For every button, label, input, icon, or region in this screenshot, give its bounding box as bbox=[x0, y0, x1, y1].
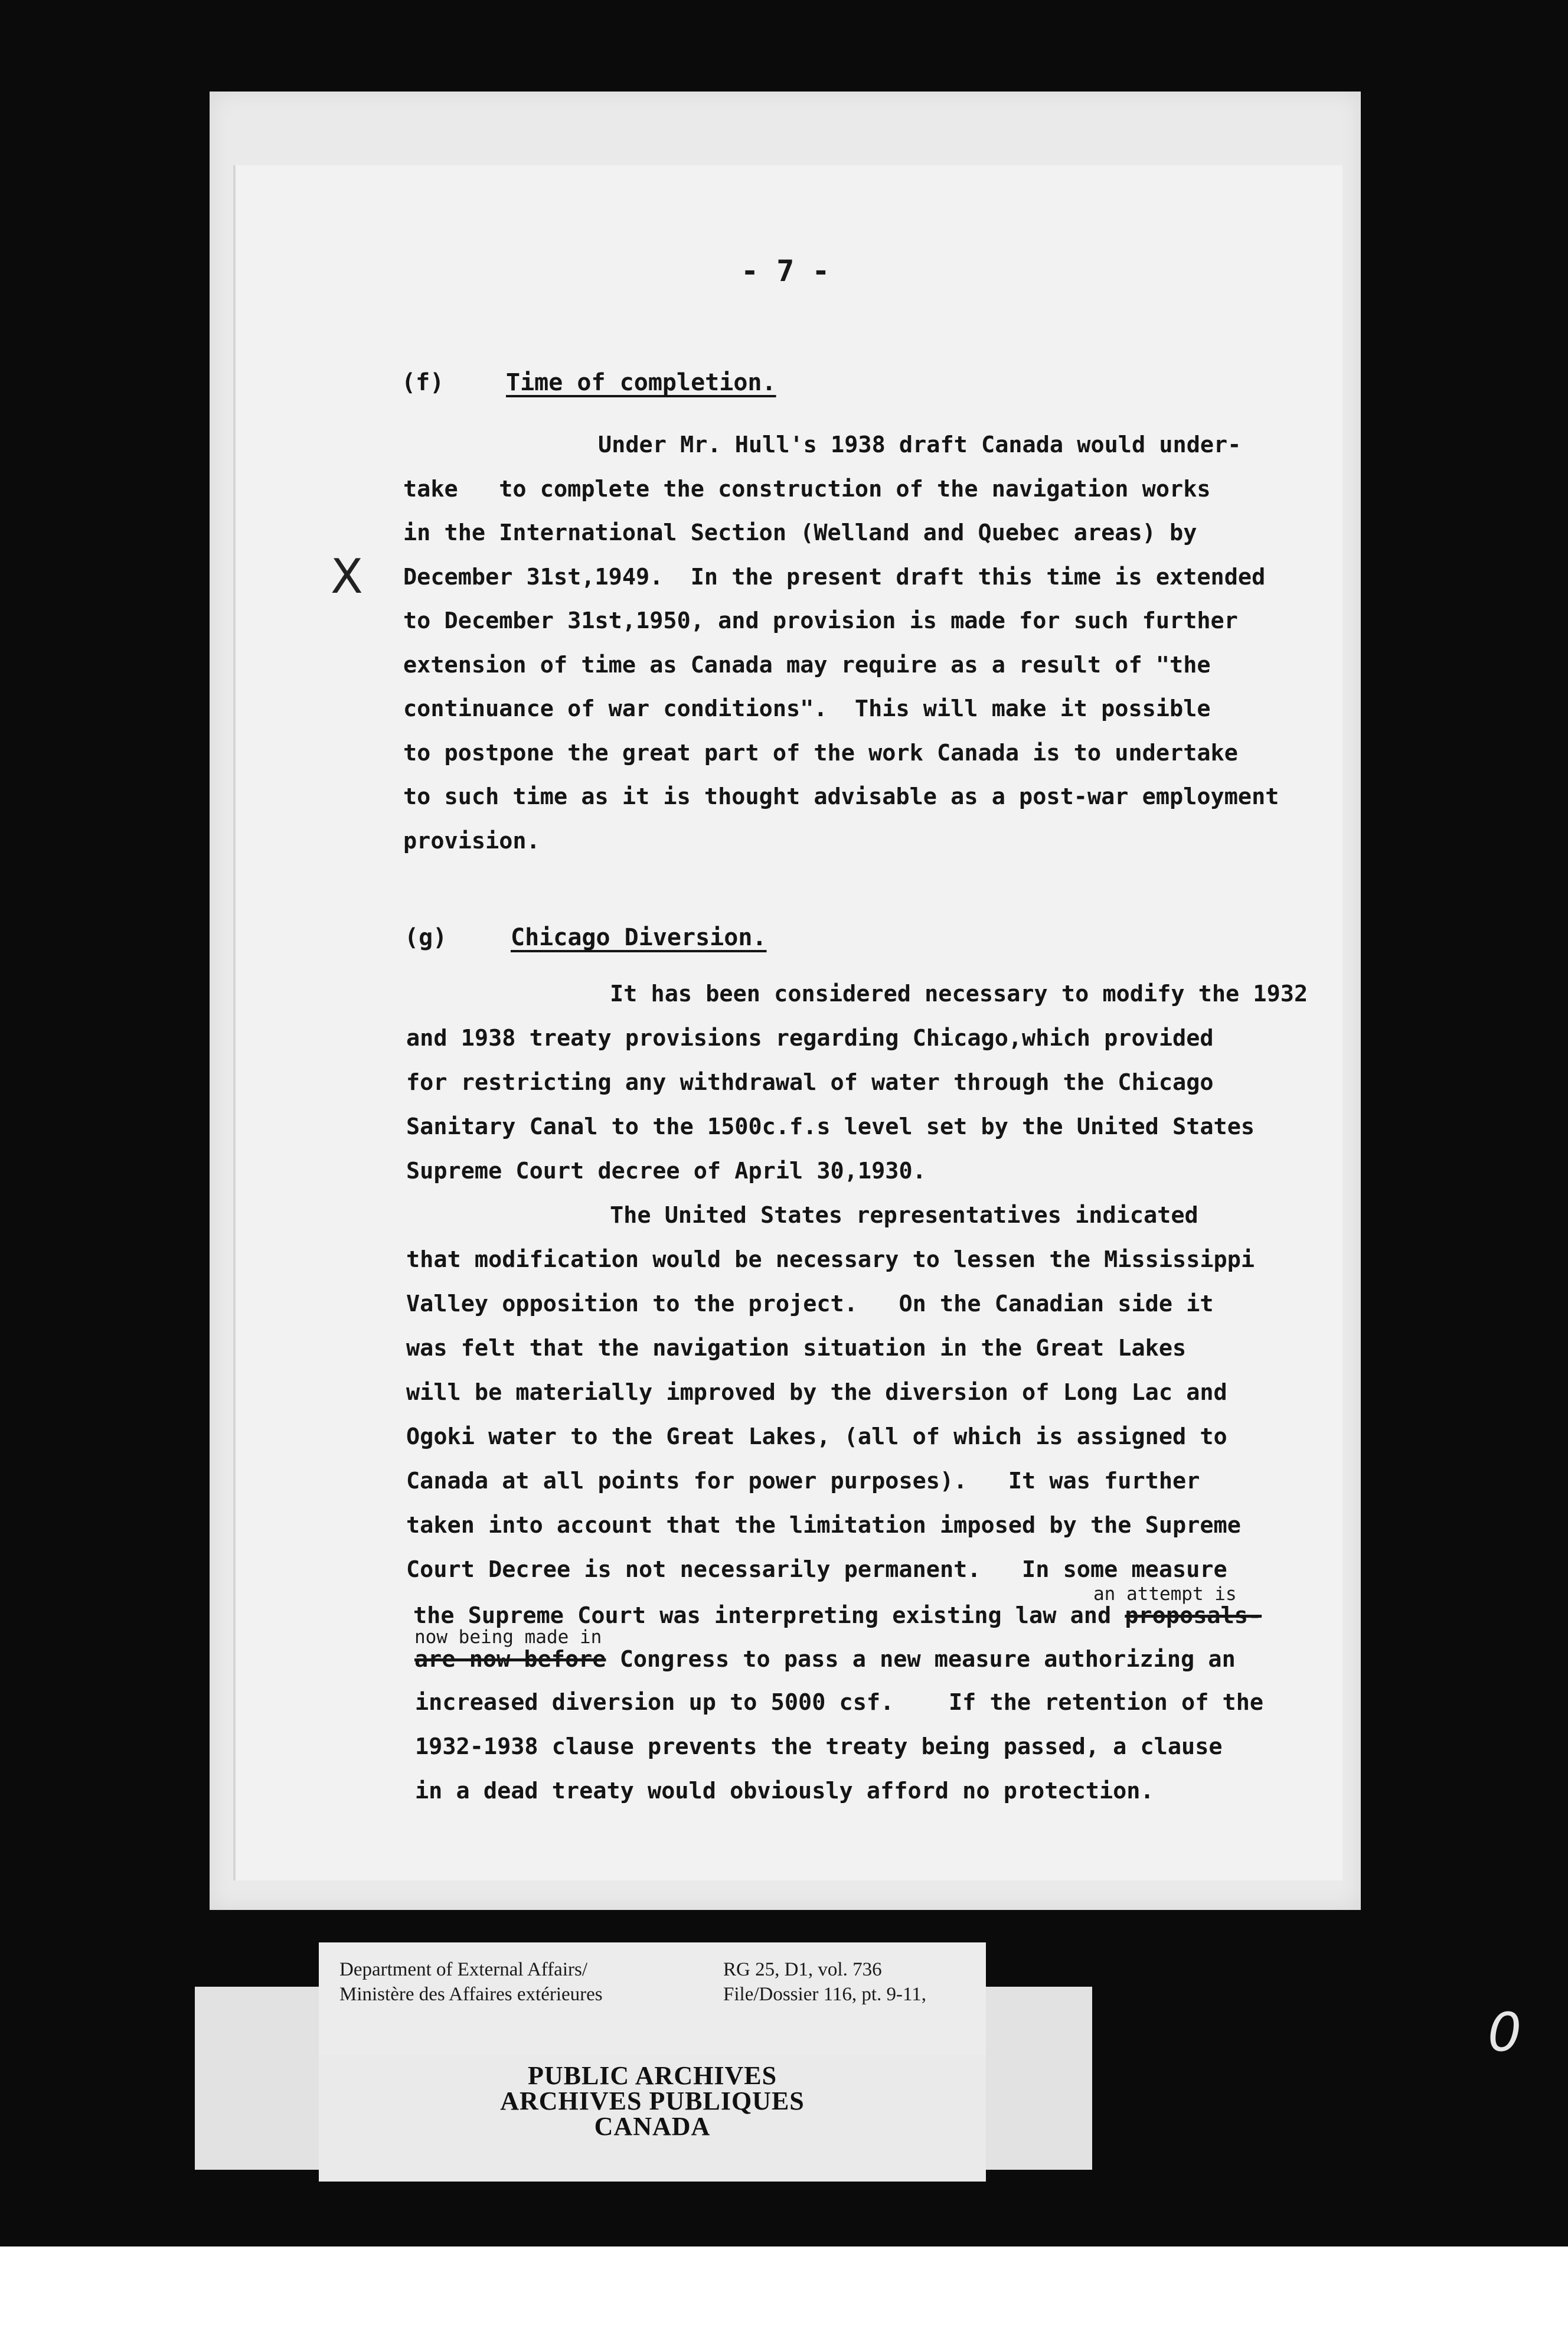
g-lines-line: Valley opposition to the project. On the Canadian side it bbox=[406, 1291, 1214, 1317]
label-band-right bbox=[983, 1987, 1092, 2170]
amended-line-1-text: the Supreme Court was interpreting existing law and bbox=[413, 1602, 1125, 1629]
g-lines-line: It has been considered necessary to modify the 1932 bbox=[610, 981, 1308, 1007]
section-g-heading: Chicago Diversion. bbox=[511, 924, 767, 951]
handwritten-insert-attempt: an attempt is bbox=[1093, 1583, 1237, 1605]
archives-stamp-line-2: ARCHIVES PUBLIQUES bbox=[500, 2086, 805, 2115]
amended-line-2-text: Congress to pass a new measure authorizing an bbox=[606, 1646, 1236, 1673]
department-line-english: Department of External Affairs/ bbox=[339, 1959, 587, 1980]
section-g-letter: (g) bbox=[404, 924, 447, 951]
f-lines-line: continuance of war conditions". This will make it possible bbox=[403, 695, 1211, 722]
g-lines-line: Canada at all points for power purposes). It was further bbox=[406, 1468, 1200, 1494]
g-lines-line: Court Decree is not necessarily permanent. In some measure bbox=[406, 1556, 1227, 1583]
g-lines-line: The United States representatives indicated bbox=[610, 1202, 1198, 1229]
label-band-left bbox=[195, 1987, 322, 2170]
g-lines-line: and 1938 treaty provisions regarding Chicago,which provided bbox=[406, 1025, 1214, 1052]
g-lines-line: Ogoki water to the Great Lakes, (all of which is assigned to bbox=[406, 1423, 1227, 1450]
department-line-french: Ministère des Affaires extérieures bbox=[339, 1984, 603, 2005]
g-lines-line: for restricting any withdrawal of water through the Chicago bbox=[406, 1069, 1214, 1096]
amended-line-2 bbox=[414, 1648, 1236, 1671]
page-number: - 7 - bbox=[741, 254, 830, 288]
f-lines-line: extension of time as Canada may require as a result of "the bbox=[403, 651, 1211, 678]
amended-line-1 bbox=[413, 1602, 1262, 1629]
g-lines-line: that modification would be necessary to lessen the Mississippi bbox=[406, 1246, 1255, 1273]
g-lines-line: was felt that the navigation situation in the Great Lakes bbox=[406, 1335, 1187, 1361]
frame-marker: 0 bbox=[1488, 2001, 1522, 2063]
f-lines-line: to such time as it is thought advisable as a post-war employment bbox=[403, 783, 1279, 810]
handwritten-insert-now-being: now being made in bbox=[414, 1627, 602, 1648]
file-dossier-reference: File/Dossier 116, pt. 9-11, bbox=[723, 1984, 927, 2005]
section-f-letter: (f) bbox=[401, 369, 445, 396]
section-f-heading: Time of completion. bbox=[506, 369, 776, 396]
f-lines-line: Under Mr. Hull's 1938 draft Canada would under- bbox=[598, 432, 1242, 458]
f-lines-line: December 31st,1949. In the present draft this time is extended bbox=[403, 563, 1266, 590]
f-lines-line: provision. bbox=[403, 827, 540, 854]
archives-stamp-line-3: CANADA bbox=[594, 2112, 711, 2141]
f-lines-line: take to complete the construction of the navigation works bbox=[403, 475, 1211, 502]
g-closing-line: in a dead treaty would obviously afford no protection. bbox=[415, 1778, 1154, 1804]
f-lines-line: in the International Section (Welland and Quebec areas) by bbox=[403, 520, 1197, 546]
struck-phrase-are-now-before: are now before bbox=[414, 1646, 606, 1673]
g-lines-line: Sanitary Canal to the 1500c.f.s level set by the United States bbox=[406, 1114, 1255, 1140]
g-lines-line: Supreme Court decree of April 30,1930. bbox=[406, 1158, 926, 1184]
record-group-reference: RG 25, D1, vol. 736 bbox=[723, 1959, 882, 1980]
g-lines-line: will be materially improved by the diversion of Long Lac and bbox=[406, 1379, 1227, 1406]
struck-word-proposals: proposals- bbox=[1125, 1602, 1262, 1629]
archives-stamp-line-1: PUBLIC ARCHIVES bbox=[527, 2061, 778, 2090]
g-closing-line: increased diversion up to 5000 csf. If the retention of the bbox=[415, 1689, 1264, 1716]
f-lines-line: to postpone the great part of the work Canada is to undertake bbox=[403, 739, 1238, 766]
g-closing-line: 1932-1938 clause prevents the treaty being passed, a clause bbox=[415, 1733, 1223, 1760]
margin-x-mark: X bbox=[331, 549, 363, 604]
f-lines-line: to December 31st,1950, and provision is made for such further bbox=[403, 608, 1238, 634]
g-lines-line: taken into account that the limitation imposed by the Supreme bbox=[406, 1512, 1241, 1539]
